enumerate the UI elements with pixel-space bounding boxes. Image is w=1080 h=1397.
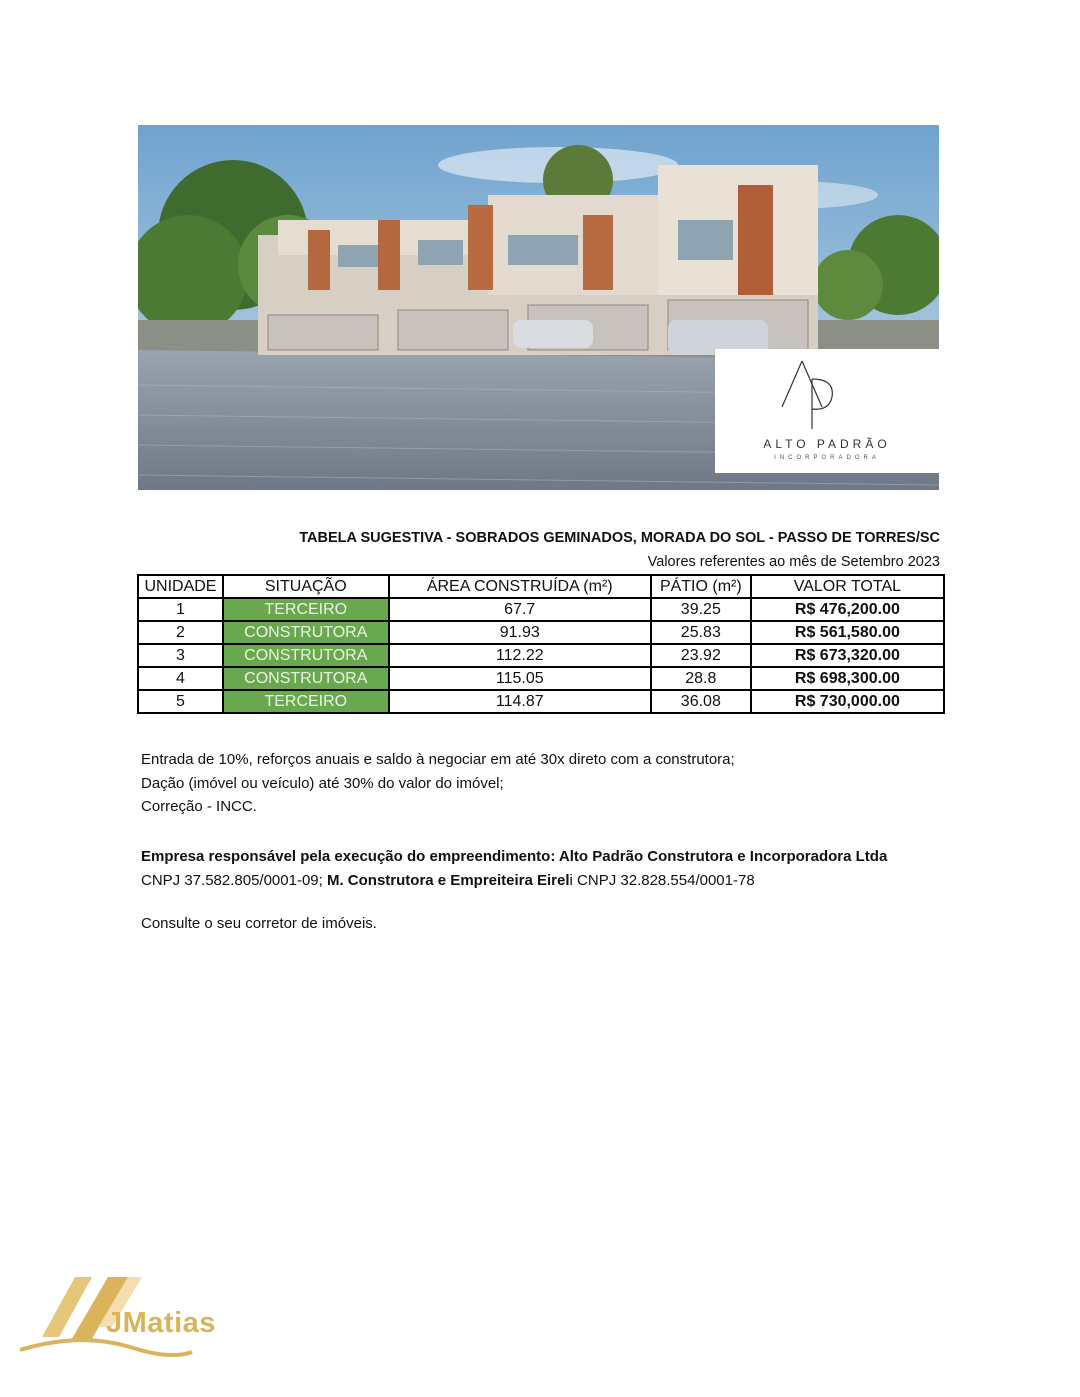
table-header-row xyxy=(138,575,944,598)
note-correcao: Correção - INCC. xyxy=(141,798,257,815)
cell-valor: R$ 673,320.00 xyxy=(751,644,944,667)
cell-unidade: 3 xyxy=(138,644,223,667)
cell-patio: 39.25 xyxy=(651,598,751,621)
header-area: ÁREA CONSTRUÍDA (m²) xyxy=(389,575,651,598)
header-situacao: SITUAÇÃO xyxy=(223,575,389,598)
cell-area: 112.22 xyxy=(389,644,651,667)
cell-area: 91.93 xyxy=(389,621,651,644)
logo-box xyxy=(715,349,939,473)
alto-padrao-logo-icon xyxy=(715,349,939,439)
cell-patio: 28.8 xyxy=(651,667,751,690)
cell-situacao: CONSTRUTORA xyxy=(223,644,389,667)
note-entrada: Entrada de 10%, reforços anuais e saldo à negociar em até 30x direto com a construtora; xyxy=(141,751,735,768)
cell-valor: R$ 730,000.00 xyxy=(751,690,944,713)
cell-valor: R$ 698,300.00 xyxy=(751,667,944,690)
cell-unidade: 4 xyxy=(138,667,223,690)
cell-valor: R$ 476,200.00 xyxy=(751,598,944,621)
company-cnpj-line xyxy=(141,869,887,893)
table-row xyxy=(138,644,944,667)
brand-name: JMatias xyxy=(106,1307,216,1339)
header-patio: PÁTIO (m²) xyxy=(651,575,751,598)
cell-situacao: CONSTRUTORA xyxy=(223,667,389,690)
table-subtitle: Valores referentes ao mês de Setembro 2023 xyxy=(647,554,940,570)
hero-image xyxy=(138,125,939,490)
header-valor: VALOR TOTAL xyxy=(751,575,944,598)
header-unidade: UNIDADE xyxy=(138,575,223,598)
table-row xyxy=(138,621,944,644)
logo-name: ALTO PADRÃO xyxy=(763,437,891,451)
table-row xyxy=(138,667,944,690)
table-row xyxy=(138,690,944,713)
cell-patio: 25.83 xyxy=(651,621,751,644)
cnpj-1: CNPJ 37.582.805/0001-09; xyxy=(141,872,327,889)
cell-area: 115.05 xyxy=(389,667,651,690)
payment-notes xyxy=(141,748,735,819)
cell-situacao: TERCEIRO xyxy=(223,598,389,621)
note-dacao: Dação (imóvel ou veículo) até 30% do valor do imóvel; xyxy=(141,774,504,792)
cell-situacao: TERCEIRO xyxy=(223,690,389,713)
price-table xyxy=(137,574,945,714)
company-info xyxy=(141,845,887,893)
cell-valor: R$ 561,580.00 xyxy=(751,621,944,644)
cell-unidade: 1 xyxy=(138,598,223,621)
cell-patio: 23.92 xyxy=(651,644,751,667)
table-title: TABELA SUGESTIVA - SOBRADOS GEMINADOS, MORADA DO SOL - PASSO DE TORRES/SC xyxy=(299,530,940,546)
consult-note: Consulte o seu corretor de imóveis. xyxy=(141,915,377,932)
cell-unidade: 2 xyxy=(138,621,223,644)
cell-situacao: CONSTRUTORA xyxy=(223,621,389,644)
logo-tagline: INCORPORADORA xyxy=(774,455,880,461)
cell-unidade: 5 xyxy=(138,690,223,713)
cell-patio: 36.08 xyxy=(651,690,751,713)
table-row xyxy=(138,598,944,621)
cell-area: 67.7 xyxy=(389,598,651,621)
company-responsible: Empresa responsável pela execução do empreendimento: Alto Padrão Construtora e Incorporadora Ltda xyxy=(141,848,888,865)
company-2-name: M. Construtora e Empreiteira Eirel xyxy=(326,872,570,889)
cell-area: 114.87 xyxy=(389,690,651,713)
cnpj-2: i CNPJ 32.828.554/0001-78 xyxy=(569,872,755,889)
